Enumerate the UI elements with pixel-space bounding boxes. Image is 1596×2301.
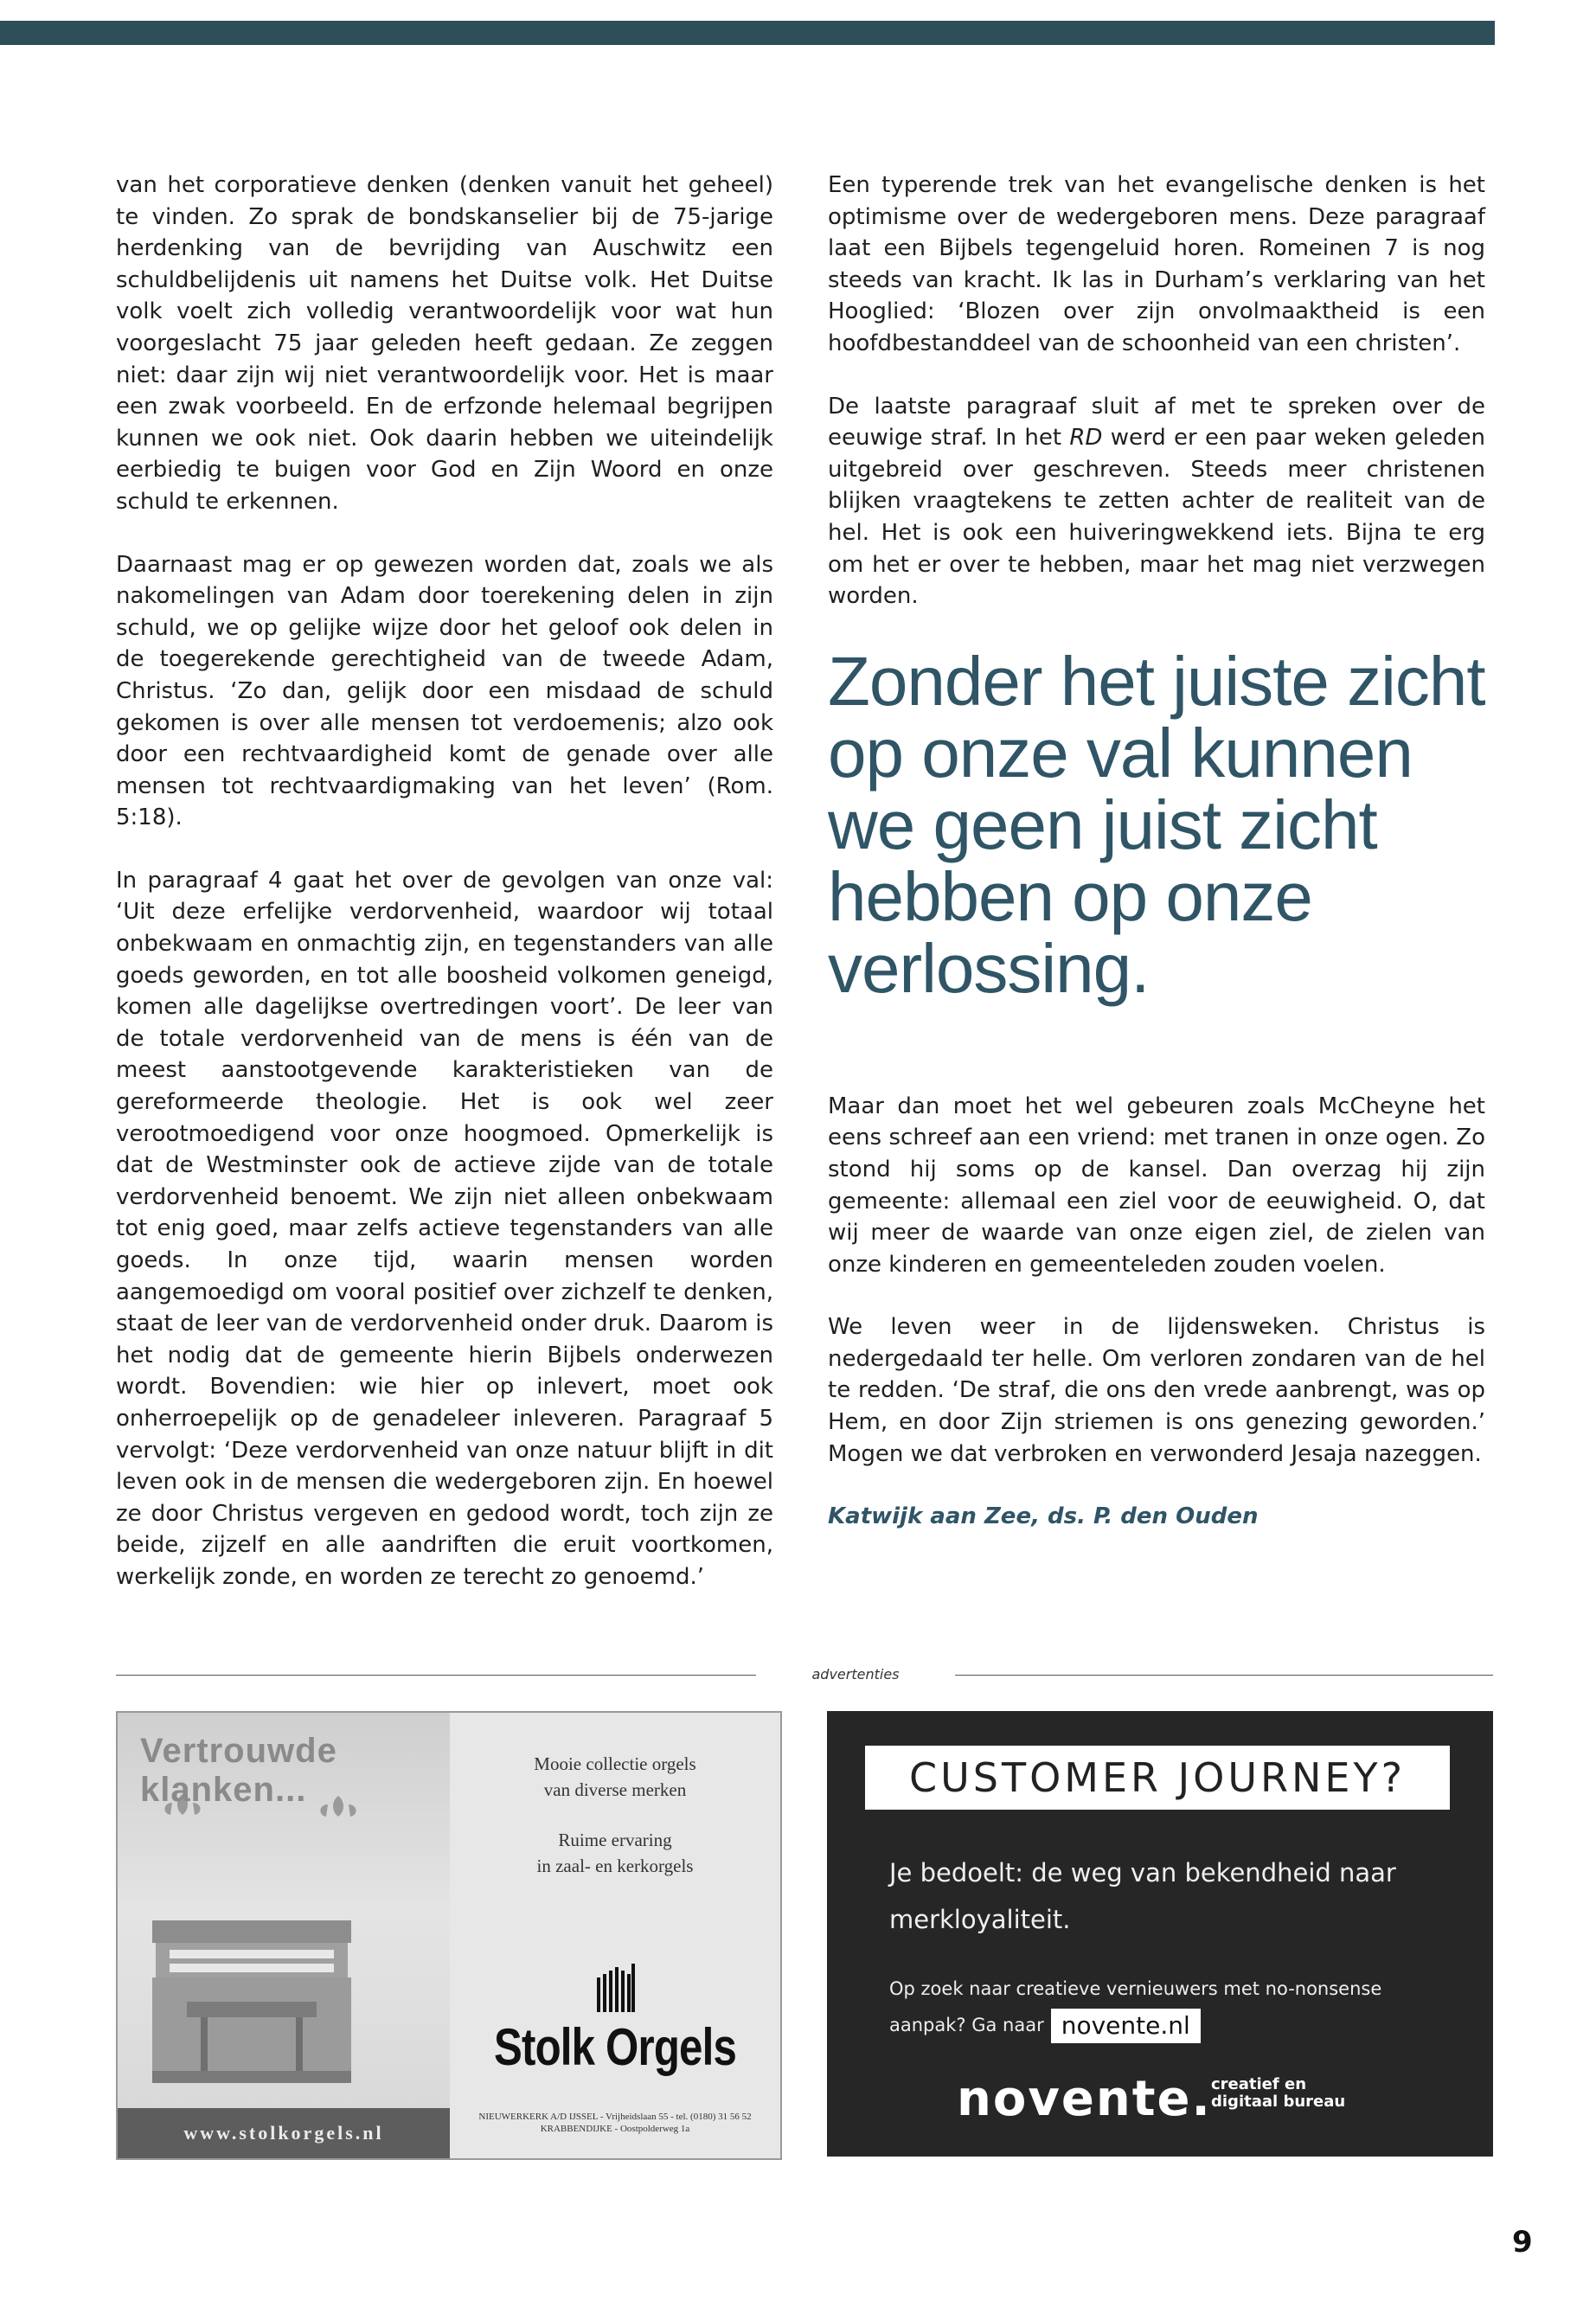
rd-abbrev: RD [1069, 425, 1103, 452]
paragraph-text: De laatste paragraaf sluit af met te spreken over de eeuwige straf. In het [828, 393, 1485, 452]
ad-text: Ruime ervaring [558, 1830, 672, 1850]
organ-photo [118, 1713, 450, 2158]
body-paragraph: We leven weer in de lijdensweken. Christus is nedergedaald ter helle. Om verloren zondaren van de hel te redden. ‘De straf, die ons den vrede aanbrengt, was op Hem, en door Zijn striemen is ons genezing geworden.’ Mogen we dat verbroken en verwonderd Jesaja nazeggen. [828, 1314, 1485, 1467]
top-color-bar [0, 21, 1495, 45]
novente-url-link[interactable]: novente.nl [1051, 2009, 1201, 2043]
ad-text: KRABBENDIJKE - Oostpolderweg 1a [540, 2124, 690, 2134]
right-text-column [828, 170, 1485, 1564]
ad-text: creatief en [1211, 2075, 1307, 2093]
ad-line-experience [450, 1827, 780, 1879]
stolk-orgels-ad[interactable] [116, 1711, 782, 2160]
body-paragraph [828, 391, 1485, 612]
ad-text: digitaal bureau [1211, 2093, 1346, 2111]
ad-text: NIEUWERKERK A/D IJSSEL - Vrijheidslaan 55 - tel. (0180) 31 56 52 [478, 2112, 752, 2122]
novente-ad[interactable] [827, 1711, 1493, 2157]
body-paragraph: In paragraaf 4 gaat het over de gevolgen van onze val: ‘Uit deze erfelijke verdorvenheid, waardoor wij totaal onbekwaam en onmachtig zijn, en tegenstanders van alle goeds geworden, en tot alle boosheid volkomen geneigd, komen alle dagelijkse overtredingen voort’. De leer van de totale verdorvenheid van de mens is één van de meest aanstootgevende karakteristieken van de gereformeerde theologie. Het is ook wel zeer verootmoedigend voor onze hoogmoed. Opmerkelijk is dat de Westminster ook de actieve zijde van de totale verdorvenheid benoemt. We zijn niet alleen onbekwaam tot enig goed, maar zelfs actieve tegenstanders van alle goeds. In onze tijd, waarin mensen worden aangemoedigd om vooral positief over zichzelf te denken, staat de leer van de verdorvenheid onder druk. Daarom is het nodig dat de gemeente hierin Bijbels onderwezen wordt. Bovendien: wie hier op inlevert, moet ook onherroepelijk op de genadeleer inleveren. Paragraaf 5 vervolgt: ‘Deze verdorvenheid van onze natuur blijft in dit leven ook in de mensen die wedergeboren zijn. En hoewel ze door Christus vergeven en gedood wordt, toch zijn ze beide, zijzelf en alle aandriften die eruit voortkomen, werkelijk zonde, en worden ze terecht zo genoemd.’ [116, 867, 773, 1590]
ad-slogan: Vertrouwde klanken... [140, 1732, 337, 1809]
ad-text: Op zoek naar creatieve vernieuwers met no-nonsense aanpak? Ga naar [889, 1978, 1382, 2035]
novente-logo: novente. [957, 2071, 1212, 2127]
ad-text: van diverse merken [543, 1779, 687, 1800]
ad-line-collection [450, 1751, 780, 1803]
novente-lead-text: Je bedoelt: de weg van bekendheid naar merkloyaliteit. [889, 1858, 1396, 1934]
advertisement-divider [116, 1663, 1493, 1689]
page-number: 9 [1512, 2225, 1533, 2259]
novente-sub-text [889, 1971, 1460, 2043]
body-paragraph: Maar dan moet het wel gebeuren zoals McCheyne het eens schreef aan een vriend: met tranen in onze ogen. Zo stond hij soms op de kansel. Dan overzag hij zijn gemeente: allemaal een ziel voor de eeuwigheid. O, dat wij meer de waarde van onze eigen ziel, de zielen van onze kinderen en gemeenteleden zouden voelen. [828, 1093, 1485, 1278]
divider-line [955, 1675, 1493, 1676]
ad-text: Mooie collectie orgels [534, 1753, 696, 1774]
divider-line [116, 1675, 756, 1676]
divider-label: advertenties [756, 1663, 955, 1687]
stolk-orgels-logo: Stolk Orgels [494, 2018, 736, 2076]
paragraph-text: werd er een paar weken geleden uitgebreid over geschreven. Steeds meer christenen blijken vraagtekens te zetten achter de realiteit van de hel. Het is ook een huiveringwekkend iets. Bijna te erg om het er over te hebben, maar het mag niet verzwegen worden. [828, 425, 1485, 610]
stolk-address [462, 2111, 768, 2135]
pull-quote: Zonder het juiste zicht op onze val kunnen we geen juist zicht hebben op onze verlossing. [828, 642, 1485, 1007]
ad-text: in zaal- en kerkorgels [536, 1856, 694, 1876]
body-paragraph: Een typerende trek van het evangelische denken is het optimisme over de wedergeboren mens. Deze paragraaf laat een Bijbels tegengeluid horen. Romeinen 7 is nog steeds van kracht. Ik las in Durham’s verklaring van het Hooglied: ‘Blozen over zijn onvolmaaktheid is een hoofdbestanddeel van de schoonheid van een christen’. [828, 172, 1485, 356]
left-text-column [116, 170, 773, 1625]
organ-pipes-icon [597, 1964, 635, 2012]
body-paragraph: van het corporatieve denken (denken vanuit het geheel) te vinden. Zo sprak de bondskanselier bij de 75-jarige herdenking van de bevrijding van Auschwitz een schuldbelijdenis uit namens het Duitse volk. Het Duitse volk voelt zich volledig verantwoordelijk voor wat hun voorgeslacht 75 jaar geleden heeft gedaan. Ze zeggen niet: daar zijn wij niet verantwoordelijk voor. Het is maar een zwak voorbeeld. En de erfzonde helemaal begrijpen kunnen we ook niet. Ook daarin hebben we uiteindelijk eerbiedig te buigen voor God en Zijn Woord en onze schuld te erkennen. [116, 172, 773, 515]
author-signature: Katwijk aan Zee, ds. P. den Ouden [828, 1503, 1259, 1530]
body-paragraph: Daarnaast mag er op gewezen worden dat, zoals we als nakomelingen van Adam door toerekening delen in zijn schuld, we op gelijke wijze door het geloof ook delen in de toegerekende gerechtigheid van de tweede Adam, Christus. ‘Zo dan, gelijk door een misdaad de schuld gekomen is over alle mensen tot verdoemenis; alzo ook door een rechtvaardigheid komt de genade over alle mensen tot rechtvaardigmaking van het leven’ (Rom. 5:18). [116, 551, 773, 831]
stolk-ad-text-panel [450, 1713, 780, 2158]
customer-journey-headline: CUSTOMER JOURNEY? [865, 1746, 1450, 1810]
stolk-website-link[interactable]: www.stolkorgels.nl [118, 2108, 450, 2158]
novente-tagline [1211, 2076, 1345, 2111]
